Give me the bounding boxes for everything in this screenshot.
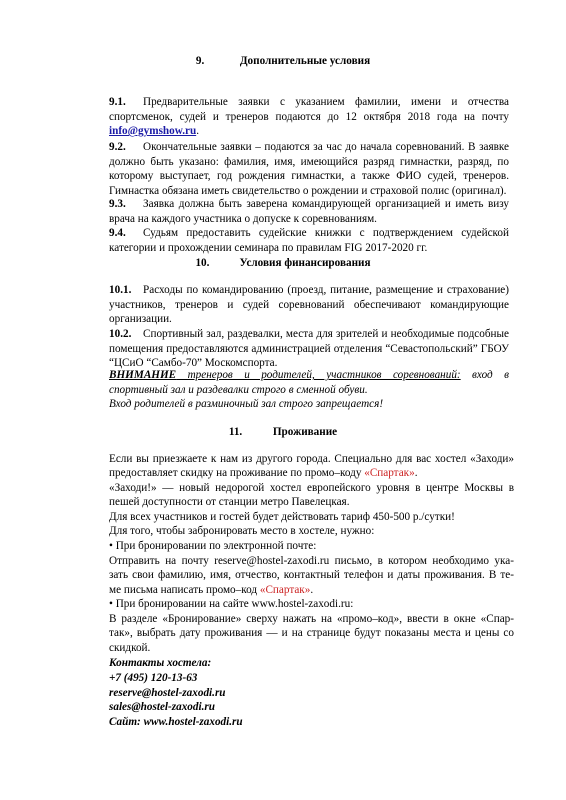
section-11-number: 11. — [228, 426, 243, 438]
section-9-number: 9. — [195, 55, 205, 67]
section-10-title: Условия финансирования — [239, 257, 371, 269]
hostel-line-2-end: . — [414, 467, 418, 479]
promo-code: «Спартак» — [259, 584, 311, 596]
hostel-line-10-text: ме письма написать промо–код — [109, 584, 260, 596]
clause-9-4 — [109, 226, 509, 255]
clause-text: Заявка должна быть заверена командирующей организацией и иметь визу врача на каждого участника о допуске к соревнованиям. — [109, 198, 509, 225]
clause-text: Спортивный зал, раздевалки, места для зрителей и необходимые подсобные помещения предоставляются администрацией отделения “Севастопольский” ГБОУ “ЦСиО “Самбо-70” Москомспорта. — [109, 328, 509, 370]
hostel-line-7: • При бронировании по электронной почте: — [109, 540, 317, 552]
section-10-number: 10. — [195, 257, 210, 269]
attention-underlined: тренеров и родителей, участников соревнований: — [176, 369, 461, 381]
hostel-line-11: • При бронировании на сайте www.hostel-zaxodi.ru: — [109, 598, 354, 610]
clause-9-3 — [109, 197, 509, 226]
clause-text: Окончательные заявки – подаются за час до начала соревнований. В заявке должно быть указано: фамилия, имя, имеющийся разряд гимнастки, разряд, по которому выступает, год рождения гимнастки, а также ФИО судей, тренеров. Гимнастка обязана иметь свидетельство о рождении и страховой полис (оригинал). — [109, 141, 509, 197]
hostel-line-10-end: . — [310, 584, 314, 596]
contact-email-reserve: reserve@hostel-zaxodi.ru — [109, 687, 226, 699]
attention-line-2: Вход родителей в разминочный зал строго запрещается! — [109, 398, 384, 410]
clause-text: Судьям предоставить судейские книжки с подтверждением судейской категории и прохождении семинара по правилам FIG 2017-2020 гг. — [109, 227, 509, 254]
clause-text: Расходы по командированию (проезд, питание, размещение и страхование) участников, тренеров и судей соревнований обеспечивают командирующие организации. — [109, 284, 509, 326]
attention-word: ВНИМАНИЕ — [109, 369, 177, 381]
hostel-line-5: Для всех участников и гостей будет действовать тариф 450-500 р./сутки! — [109, 511, 455, 523]
clause-text: Предварительные заявки с указанием фамилии, имени и отчества спортсменок, судей и тренеров подаются до 12 октября 2018 года на почту — [109, 96, 509, 123]
contact-email-sales: sales@hostel-zaxodi.ru — [109, 701, 215, 713]
hostel-line-8: Отправить на почту reserve@hostel-zaxodi.ru письмо, в котором необходимо ука- — [109, 555, 514, 567]
clause-label: 10.1. — [109, 284, 132, 296]
clause-label: 9.2. — [109, 141, 126, 153]
section-10-heading — [0, 256, 566, 271]
hostel-line-2 — [109, 466, 514, 481]
hostel-line-3: «Заходи!» — новый недорогой хостел европейского уровня в центре Москвы в — [109, 482, 514, 494]
hostel-line-9: зать свои фамилию, имя, отчество, контактный телефон и даты проживания. В те- — [109, 569, 514, 581]
clause-text-end: . — [196, 125, 199, 138]
attention-notice — [109, 368, 509, 397]
clause-9-2 — [109, 140, 509, 198]
section-11-heading — [0, 425, 566, 440]
contact-phone: +7 (495) 120-13-63 — [109, 672, 198, 684]
clause-label: 9.1. — [109, 96, 126, 108]
hostel-line-1: Если вы приезжаете к нам из другого города. Специально для вас хостел «Заходи» — [109, 453, 514, 465]
hostel-line-13: так», выбрать дату проживания — и на странице будут показаны места и цены со — [109, 627, 514, 639]
clause-10-2 — [109, 327, 509, 371]
clause-9-1 — [109, 95, 509, 139]
hostel-line-4: пешей доступности от станции метро Павелецкая. — [109, 496, 350, 508]
hostel-line-12: В разделе «Бронирование» сверху нажать на «промо–код», ввести в окне «Спар- — [109, 613, 514, 625]
contacts-heading: Контакты хостела: — [109, 657, 212, 669]
promo-code: «Спартак» — [364, 467, 415, 479]
clause-label: 9.4. — [109, 227, 126, 239]
clause-label: 9.3. — [109, 198, 126, 210]
hostel-line-6: Для того, чтобы забронировать место в хостеле, нужно: — [109, 525, 375, 537]
section-9-heading — [0, 54, 566, 69]
hostel-line-14: скидкой. — [109, 642, 151, 654]
attention-text: вход в спортивный зал и раздевалки строго в сменной обуви. — [109, 369, 509, 396]
clause-10-1 — [109, 283, 509, 327]
clause-label: 10.2. — [109, 328, 132, 340]
email-link[interactable]: info@gymshow.ru — [109, 125, 197, 138]
contact-website: Сайт: www.hostel-zaxodi.ru — [109, 716, 243, 728]
section-9-title: Дополнительные условия — [239, 55, 371, 67]
hostel-line-10 — [109, 583, 514, 598]
hostel-line-2-text: предоставляет скидку на проживание по промо–коду — [109, 467, 365, 479]
section-11-title: Проживание — [272, 426, 338, 438]
